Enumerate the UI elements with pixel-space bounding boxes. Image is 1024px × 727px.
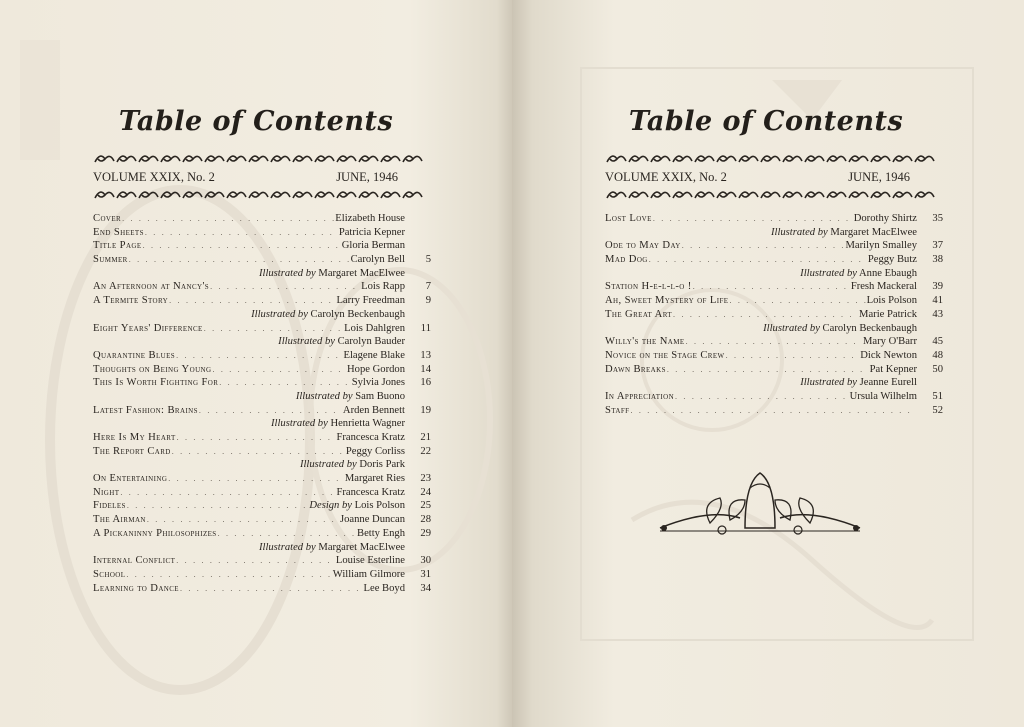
entry-author: Ursula Wilhelm	[849, 390, 917, 402]
credit-prefix: Illustrated by	[770, 226, 828, 238]
scroll-ornament	[337, 192, 356, 198]
scroll-ornament	[227, 192, 246, 198]
bottom-ornament-divider	[605, 188, 935, 202]
toc-entry	[93, 554, 431, 568]
credit-prefix: Illustrated by	[278, 336, 335, 348]
entry-page-number: 22	[420, 445, 431, 457]
entry-title: The Great Art	[605, 308, 673, 320]
entry-author: Mary O'Barr	[863, 336, 917, 348]
entry-page-number: 35	[932, 213, 943, 224]
entry-title: Night	[93, 486, 120, 498]
entry-author: Gloria Berman	[341, 240, 405, 252]
dot-leader	[686, 335, 862, 349]
illustrator-name: Anne Ebaugh	[856, 267, 917, 279]
dot-leader	[177, 431, 336, 445]
entry-page-number: 24	[420, 486, 431, 498]
scroll-ornament	[359, 156, 378, 162]
toc-entry	[605, 349, 943, 363]
toc-entry	[93, 527, 431, 541]
illustrator-credit	[605, 322, 943, 336]
dot-leader	[693, 280, 850, 294]
illustrator-credit	[93, 308, 431, 322]
scroll-ornament	[205, 192, 224, 198]
scroll-ornament	[827, 156, 846, 162]
top-ornament-divider	[93, 152, 423, 166]
scroll-ornament	[359, 192, 378, 198]
scroll-ornament	[315, 192, 334, 198]
entry-author: Pat Kepner	[869, 363, 917, 375]
entry-page-number: 31	[420, 568, 431, 580]
scroll-ornament	[139, 156, 158, 162]
entry-title: Ode to May Day	[605, 240, 681, 252]
toc-entry	[605, 308, 943, 322]
scroll-ornament	[381, 192, 400, 198]
scroll-ornament	[227, 156, 246, 162]
entry-page-number: 14	[420, 363, 431, 375]
contents-list	[605, 212, 943, 417]
toc-entry	[605, 253, 943, 267]
scroll-ornament	[381, 156, 400, 162]
scroll-ornament	[249, 192, 268, 198]
entry-page-number: 37	[932, 240, 943, 252]
entry-author: Fresh Mackeral	[850, 281, 917, 293]
illustrator-credit	[605, 376, 943, 390]
dot-leader	[212, 363, 346, 377]
scroll-ornament	[915, 156, 934, 162]
toc-entry	[93, 376, 431, 390]
toc-entry	[605, 294, 943, 308]
illustrator-credit	[93, 267, 431, 281]
entry-title: Thoughts on Being Young	[93, 363, 212, 375]
bottom-ornament-divider	[93, 188, 423, 202]
entry-author: Dick Newton	[860, 349, 917, 361]
entry-title: Dawn Breaks	[605, 363, 666, 375]
entry-page-number: 13	[420, 349, 431, 361]
toc-entry	[93, 226, 431, 240]
scroll-ornament	[117, 156, 136, 162]
toc-entry	[93, 582, 431, 596]
illustrator-name: Carolyn Beckenbaugh	[307, 308, 405, 320]
credit-prefix: Illustrated by	[258, 541, 316, 553]
entry-title: Station H-e-l-l-o !	[605, 281, 692, 293]
toc-entry	[605, 363, 943, 377]
entry-author: Joanne Duncan	[339, 514, 405, 526]
entry-author: Hope Gordon	[347, 363, 405, 375]
volume-number: VOLUME XXIX, No. 2	[93, 170, 215, 184]
entry-page-number: 50	[932, 363, 943, 375]
scroll-ornament	[95, 192, 114, 198]
scroll-ornament	[403, 192, 422, 198]
entry-title: Quarantine Blues	[93, 349, 176, 361]
entry-page-number: 16	[420, 377, 431, 389]
scroll-ornament	[893, 192, 912, 198]
volume-line	[605, 170, 910, 185]
illustrator-credit	[93, 541, 431, 555]
dot-leader	[673, 308, 858, 322]
entry-title: Learning to Dance	[93, 582, 179, 594]
entry-title: Here Is My Heart	[93, 432, 176, 443]
entry-title: Fideles	[93, 500, 126, 512]
issue-date: JUNE, 1946	[848, 170, 910, 184]
scroll-ornament	[739, 192, 758, 198]
credit-prefix: Illustrated by	[763, 322, 820, 334]
entry-author: Francesca Kratz	[336, 432, 405, 443]
toc-entry	[605, 390, 943, 404]
scroll-ornament	[651, 156, 670, 162]
entry-page-number: 38	[932, 254, 943, 266]
entry-page-number: 34	[420, 582, 431, 594]
scroll-ornament	[739, 156, 758, 162]
entry-page-number: 41	[932, 295, 943, 307]
entry-page-number: 45	[932, 336, 943, 348]
illustrator-name: Carolyn Beckenbaugh	[819, 322, 917, 334]
entry-author: Betty Engh	[357, 527, 405, 539]
illustrator-name: Henrietta Wagner	[327, 418, 405, 430]
entry-author: Carolyn Bell	[350, 254, 405, 266]
illustrator-credit	[93, 335, 431, 349]
scroll-ornament	[673, 192, 692, 198]
scroll-ornament	[161, 192, 180, 198]
toc-entry	[93, 472, 431, 486]
entry-page-number: 43	[932, 308, 943, 320]
entry-author: Sylvia Jones	[351, 377, 405, 389]
entry-author: Dorothy Shirtz	[853, 213, 917, 224]
scroll-ornament	[893, 156, 912, 162]
toc-entry	[605, 239, 943, 253]
entry-title: The Report Card	[93, 445, 171, 457]
scroll-ornament	[849, 156, 868, 162]
entry-page-number: 11	[420, 322, 431, 334]
entry-title: Title Page	[93, 240, 142, 252]
entry-title: Summer	[93, 254, 128, 266]
toc-entry	[93, 280, 431, 294]
dot-leader	[675, 390, 849, 404]
entry-title: A Pickaninny Philosophizes	[93, 527, 217, 539]
entry-page-number: 29	[420, 527, 431, 539]
credit-prefix: Illustrated by	[251, 308, 308, 320]
dot-leader	[219, 376, 350, 390]
dot-leader	[168, 472, 344, 486]
scroll-ornament	[827, 192, 846, 198]
entry-author: Marie Patrick	[859, 308, 917, 320]
toc-entry	[93, 404, 431, 418]
toc-entry	[93, 486, 431, 500]
entry-author	[309, 499, 405, 513]
credit-prefix: Illustrated by	[800, 377, 857, 389]
toc-entry	[93, 212, 431, 226]
entry-page-number: 30	[420, 555, 431, 567]
scroll-ornament	[783, 156, 802, 162]
scroll-ornament	[95, 156, 114, 162]
entry-author: Francesca Kratz	[336, 486, 405, 498]
ornamental-crest-illustration	[650, 468, 870, 538]
dot-leader	[726, 349, 860, 363]
entry-page-number: 52	[932, 404, 943, 416]
dot-leader	[176, 349, 342, 363]
dot-leader	[147, 513, 339, 527]
dot-leader	[169, 294, 335, 308]
scroll-ornament	[629, 156, 648, 162]
entry-title: Willy's the Name	[605, 336, 685, 348]
contents-list	[93, 212, 431, 595]
toc-entry	[93, 349, 431, 363]
toc-entry	[93, 322, 431, 336]
illustrator-name: Jeanne Eurell	[856, 377, 917, 389]
toc-entry	[93, 513, 431, 527]
scroll-ornament	[183, 192, 202, 198]
illustrator-credit	[605, 226, 943, 240]
entry-author: Lee Boyd	[363, 582, 405, 594]
scroll-ornament	[871, 156, 890, 162]
entry-page-number: 25	[420, 500, 431, 512]
entry-page-number: 51	[932, 390, 943, 402]
dot-leader	[630, 404, 916, 418]
scroll-ornament	[695, 192, 714, 198]
page-title: Table of Contents	[628, 106, 904, 137]
illustrator-name: Carolyn Bauder	[334, 336, 405, 348]
illustrator-name: Margaret MacElwee	[315, 267, 405, 279]
scroll-ornament	[761, 156, 780, 162]
dot-leader	[145, 226, 338, 240]
toc-entry	[605, 280, 943, 294]
entry-title: Latest Fashion: Brains	[93, 404, 198, 416]
toc-entry	[93, 363, 431, 377]
entry-title: A Termite Story	[93, 295, 169, 307]
entry-author: Louise Esterline	[335, 555, 405, 567]
page-title: Table of Contents	[118, 106, 394, 137]
entry-page-number: 9	[425, 295, 431, 307]
entry-title: Mad Dog	[605, 254, 648, 266]
dot-leader	[653, 212, 853, 226]
entry-author: Lois Polson	[866, 295, 917, 307]
illustrator-name: Margaret MacElwee	[315, 541, 405, 553]
entry-author: Marilyn Smalley	[845, 240, 917, 252]
scroll-ornament	[915, 192, 934, 198]
dot-leader	[143, 239, 341, 253]
entry-title: Lost Love	[605, 213, 652, 224]
scroll-ornament	[717, 192, 736, 198]
entry-page-number: 7	[425, 281, 431, 293]
toc-entry	[605, 404, 943, 418]
toc-entry	[93, 445, 431, 459]
entry-title: In Appreciation	[605, 390, 675, 402]
volume-line	[93, 170, 398, 185]
scroll-ornament	[315, 156, 334, 162]
dot-leader	[199, 404, 342, 418]
entry-author: Elizabeth House	[335, 213, 405, 224]
dot-leader	[218, 527, 356, 541]
entry-page-number: 48	[932, 349, 943, 361]
illustrator-credit	[93, 390, 431, 404]
entry-title: Eight Years' Difference	[93, 322, 203, 334]
credit-prefix: Illustrated by	[299, 459, 357, 471]
top-ornament-divider	[605, 152, 935, 166]
scroll-ornament	[651, 192, 670, 198]
credit-prefix: Illustrated by	[800, 267, 857, 279]
entry-author: Lois Rapp	[361, 281, 405, 293]
entry-title: School	[93, 568, 126, 580]
entry-title: An Afternoon at Nancy's	[93, 281, 210, 293]
entry-author: Patricia Kepner	[338, 226, 405, 238]
toc-entry	[93, 431, 431, 445]
author-prefix: Design by	[309, 500, 353, 512]
scroll-ornament	[871, 192, 890, 198]
scroll-ornament	[761, 192, 780, 198]
entry-title: End Sheets	[93, 226, 144, 238]
illustrator-name: Sam Buono	[352, 390, 405, 402]
entry-title: Staff	[605, 404, 630, 416]
credit-prefix: Illustrated by	[271, 418, 328, 430]
entry-title: On Entertaining	[93, 473, 168, 485]
dot-leader	[172, 445, 345, 459]
right-page	[512, 0, 1024, 727]
entry-author: William Gilmore	[332, 568, 405, 580]
scroll-ornament	[783, 192, 802, 198]
entry-page-number: 21	[420, 432, 431, 443]
dot-leader	[180, 582, 363, 596]
toc-entry	[93, 568, 431, 582]
illustrator-name: Doris Park	[356, 459, 405, 471]
toc-entry	[93, 294, 431, 308]
entry-author: Arden Bennett	[342, 404, 405, 416]
dot-leader	[122, 212, 334, 226]
entry-author: Peggy Corliss	[345, 445, 405, 457]
toc-entry	[93, 499, 431, 513]
entry-title: Novice on the Stage Crew	[605, 349, 725, 361]
illustrator-credit	[605, 267, 943, 281]
entry-page-number: 19	[420, 404, 431, 416]
issue-date: JUNE, 1946	[336, 170, 398, 184]
scroll-ornament	[293, 192, 312, 198]
scroll-ornament	[205, 156, 224, 162]
scroll-ornament	[607, 156, 626, 162]
toc-entry	[93, 239, 431, 253]
dot-leader	[210, 280, 360, 294]
illustrator-credit	[93, 458, 431, 472]
scroll-ornament	[717, 156, 736, 162]
entry-page-number: 23	[420, 473, 431, 485]
dot-leader	[127, 499, 309, 513]
entry-title: This Is Worth Fighting For	[93, 377, 219, 389]
scroll-ornament	[849, 192, 868, 198]
dot-leader	[729, 294, 865, 308]
entry-author: Larry Freedman	[336, 295, 405, 307]
dot-leader	[204, 322, 343, 336]
entry-title: The Airman	[93, 514, 146, 526]
scroll-ornament	[629, 192, 648, 198]
credit-prefix: Illustrated by	[258, 267, 316, 279]
scroll-ornament	[139, 192, 158, 198]
toc-entry	[605, 335, 943, 349]
credit-prefix: Illustrated by	[295, 390, 353, 402]
dot-leader	[176, 554, 335, 568]
toc-entry	[605, 212, 943, 226]
dot-leader	[129, 253, 350, 267]
entry-author: Lois Dahlgren	[344, 322, 405, 334]
entry-title: Internal Conflict	[93, 555, 176, 567]
scroll-ornament	[403, 156, 422, 162]
illustrator-credit	[93, 417, 431, 431]
toc-entry	[93, 253, 431, 267]
entry-page-number: 39	[932, 281, 943, 293]
illustrator-name: Margaret MacElwee	[827, 226, 917, 238]
scroll-ornament	[805, 156, 824, 162]
entry-author: Peggy Butz	[867, 254, 917, 266]
scroll-ornament	[805, 192, 824, 198]
scroll-ornament	[607, 192, 626, 198]
scroll-ornament	[293, 156, 312, 162]
entry-author: Elagene Blake	[343, 349, 405, 361]
entry-title: Ah, Sweet Mystery of Life	[605, 295, 729, 307]
entry-author: Margaret Ries	[344, 473, 405, 485]
scroll-ornament	[161, 156, 180, 162]
dot-leader	[649, 253, 867, 267]
dot-leader	[126, 568, 331, 582]
author-name: Lois Polson	[352, 500, 405, 512]
scroll-ornament	[249, 156, 268, 162]
scroll-ornament	[673, 156, 692, 162]
dot-leader	[682, 239, 845, 253]
dot-leader	[667, 363, 869, 377]
scroll-ornament	[183, 156, 202, 162]
scroll-ornament	[271, 192, 290, 198]
scroll-ornament	[271, 156, 290, 162]
entry-page-number: 5	[425, 254, 431, 266]
scroll-ornament	[117, 192, 136, 198]
entry-page-number: 28	[420, 514, 431, 526]
scroll-ornament	[695, 156, 714, 162]
volume-number: VOLUME XXIX, No. 2	[605, 170, 727, 184]
dot-leader	[120, 486, 335, 500]
entry-title: Cover	[93, 213, 122, 224]
scroll-ornament	[337, 156, 356, 162]
